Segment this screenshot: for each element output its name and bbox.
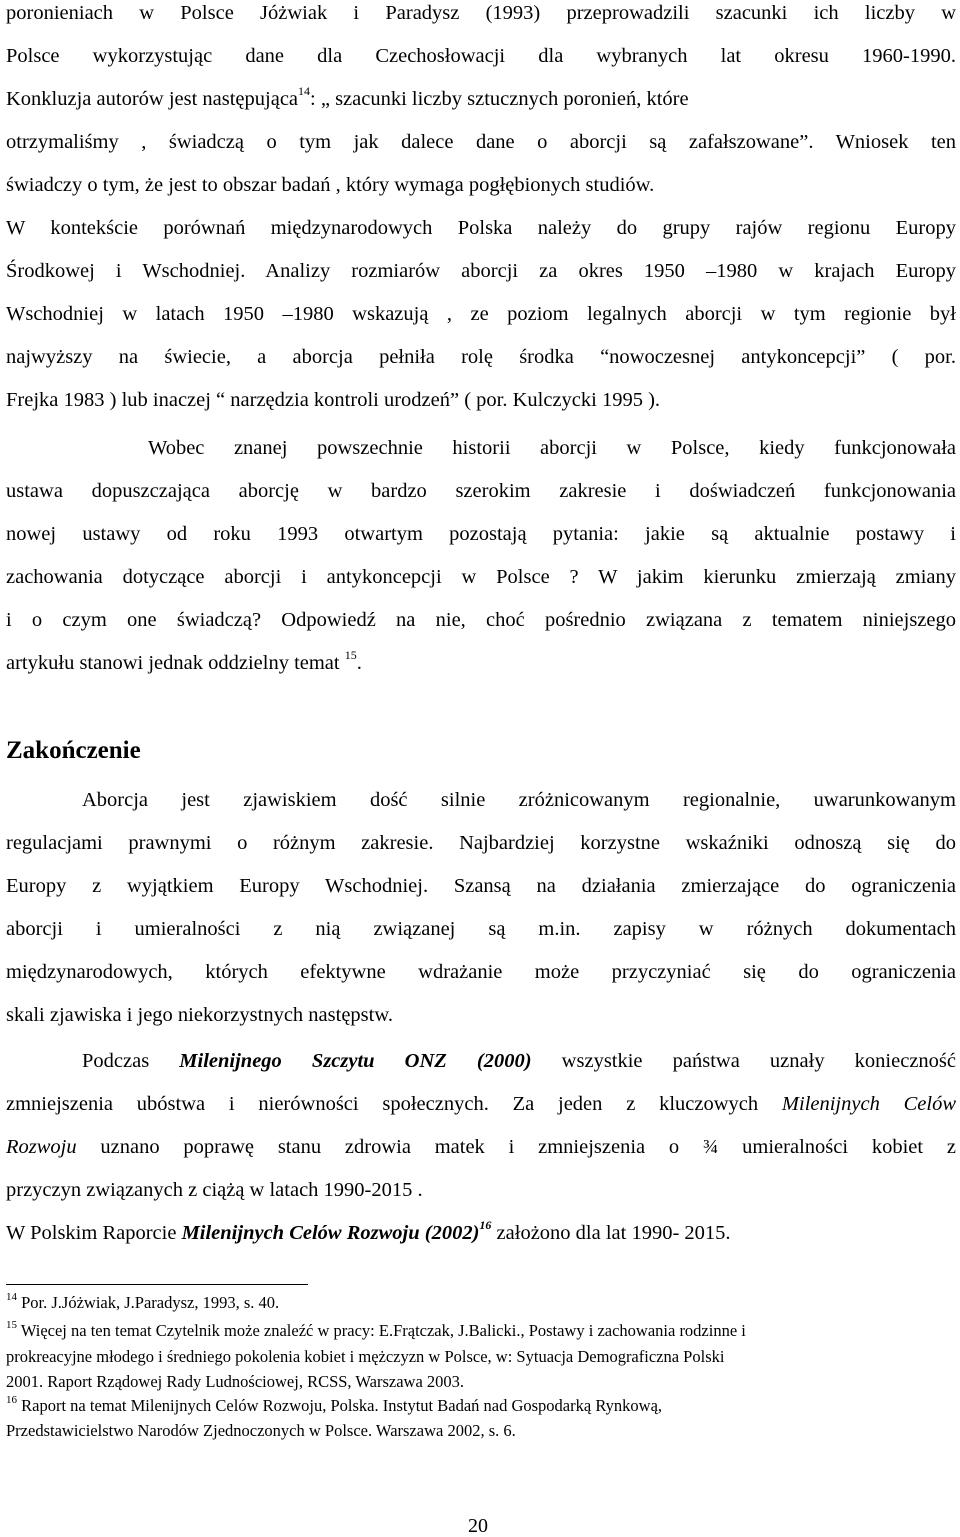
- paragraph-line: regulacjami prawnymi o różnym zakresie. Najbardziej korzystne wskaźniki odnoszą się do: [6, 832, 956, 854]
- paragraph-line: W kontekście porównań międzynarodowych Polska należy do grupy rajów regionu Europy: [6, 217, 956, 239]
- footnote-16: [6, 1395, 956, 1417]
- section-heading: Zakończenie: [6, 737, 141, 764]
- paragraph-line: aborcji i umieralności z nią związanej są m.in. zapisy w różnych dokumentach: [6, 918, 956, 940]
- paragraph-line: skali zjawiska i jego niekorzystnych następstw.: [6, 1004, 393, 1026]
- paragraph-line: Aborcja jest zjawiskiem dość silnie zróżnicowanym regionalnie, uwarunkowanym: [82, 789, 956, 811]
- footnote-ref-15: 15: [344, 648, 357, 663]
- paragraph-line: ustawa dopuszczająca aborcję w bardzo szerokim zakresie i doświadczeń funkcjonowania: [6, 480, 956, 502]
- footnote-16-line: Przedstawicielstwo Narodów Zjednoczonych w Polsce. Warszawa 2002, s. 6.: [6, 1421, 516, 1440]
- italic-text: Milenijnych Celów: [781, 1093, 957, 1115]
- footnote-ref-16: 16: [479, 1218, 492, 1233]
- paragraph-line: [82, 1048, 956, 1074]
- line-text: Podczas: [82, 1050, 180, 1072]
- paragraph-line: nowej ustawy od roku 1993 otwartym pozostają pytania: jakie są aktualnie postawy i: [6, 523, 956, 545]
- paragraph-line: Polsce wykorzystując dane dla Czechosłowacji dla wybranych lat okresu 1960-1990.: [6, 45, 956, 67]
- paragraph-line: Wobec znanej powszechnie historii aborcji w Polsce, kiedy funkcjonowała: [148, 437, 956, 459]
- emphasis-text: Milenijnych Celów Rozwoju (2002): [181, 1222, 480, 1244]
- paragraph-line: poronieniach w Polsce Jóżwiak i Paradysz (1993) przeprowadzili szacunki ich liczby w: [6, 2, 956, 24]
- paragraph-line: najwyższy na świecie, a aborcja pełniła rolę środka “nowoczesnej antykoncepcji” ( por.: [6, 346, 956, 368]
- footnote-text: Por. J.Jóżwiak, J.Paradysz, 1993, s. 40.: [17, 1293, 280, 1312]
- paragraph-line: Frejka 1983 ) lub inaczej “ narzędzia kontroli urodzeń” ( por. Kulczycki 1995 ).: [6, 389, 661, 411]
- paragraph-line: zachowania dotyczące aborcji i antykoncepcji w Polsce ? W jakim kierunku zmierzają zmiany: [6, 566, 956, 588]
- paragraph-line: i o czym one świadczą? Odpowiedź na nie, choć pośrednio związana z tematem niniejszego: [6, 609, 956, 631]
- line-text: uznano poprawę stanu zdrowia matek i zmniejszenia o ¾ umieralności kobiet z: [76, 1136, 956, 1158]
- paragraph-line: Wschodniej w latach 1950 –1980 wskazują , ze poziom legalnych aborcji w tym regionie był: [6, 303, 956, 325]
- paragraph-line: [6, 1220, 956, 1246]
- line-text: wszystkie państwa uznały konieczność: [531, 1050, 956, 1072]
- footnote-text: Więcej na ten temat Czytelnik może znaleźć w pracy: E.Frątczak, J.Balicki., Postawy i zachowania rodzinne i: [17, 1321, 746, 1340]
- page-number: 20: [468, 1515, 488, 1537]
- emphasis-text: Milenijnego Szczytu ONZ (2000): [179, 1050, 532, 1072]
- italic-text: Rozwoju: [6, 1136, 77, 1158]
- paragraph-line: [6, 650, 956, 676]
- footnote-number: 14: [6, 1290, 17, 1303]
- paragraph-line: świadczy o tym, że jest to obszar badań , który wymaga pogłębionych studiów.: [6, 174, 655, 196]
- line-text: Konkluzja autorów jest następująca: [6, 88, 299, 110]
- footnote-15: [6, 1320, 956, 1342]
- line-text: W Polskim Raporcie: [6, 1222, 182, 1244]
- footnote-text: Raport na temat Milenijnych Celów Rozwoju, Polska. Instytut Badań nad Gospodarką Rynkową,: [17, 1396, 663, 1415]
- paragraph-line: przyczyn związanych z ciążą w latach 1990-2015 .: [6, 1179, 423, 1201]
- line-text: artykułu stanowi jednak oddzielny temat: [6, 652, 340, 674]
- paragraph-line: [6, 1091, 956, 1117]
- line-text: zmniejszenia ubóstwa i nierówności społecznych. Za jeden z kluczowych: [6, 1093, 782, 1115]
- paragraph-line: międzynarodowych, których efektywne wdrażanie może przyczyniać się do ograniczenia: [6, 961, 956, 983]
- footnote-separator: [6, 1284, 308, 1285]
- footnote-14: [6, 1292, 956, 1314]
- paragraph-line: otrzymaliśmy , świadczą o tym jak dalece dane o aborcji są zafałszowane”. Wniosek ten: [6, 131, 956, 153]
- paragraph-line: Europy z wyjątkiem Europy Wschodniej. Szansą na działania zmierzające do ograniczenia: [6, 875, 956, 897]
- line-text: .: [356, 652, 362, 674]
- footnote-ref-14: 14: [298, 84, 311, 99]
- footnote-15-line: prokreacyjne młodego i średniego pokolenia kobiet i mężczyzn w Polsce, w: Sytuacja Demograficzna Polski: [6, 1347, 725, 1366]
- paragraph-line: Środkowej i Wschodniej. Analizy rozmiarów aborcji za okres 1950 –1980 w krajach Europy: [6, 260, 956, 282]
- footnote-number: 16: [6, 1393, 17, 1406]
- footnote-number: 15: [6, 1318, 17, 1331]
- footnote-15-line: 2001. Raport Rządowej Rady Ludnościowej, RCSS, Warszawa 2003.: [6, 1372, 465, 1391]
- line-text: : „ szacunki liczby sztucznych poronień, które: [310, 88, 689, 110]
- paragraph-line: [6, 86, 956, 112]
- paragraph-line: [6, 1134, 956, 1160]
- line-text: założono dla lat 1990- 2015.: [491, 1222, 731, 1244]
